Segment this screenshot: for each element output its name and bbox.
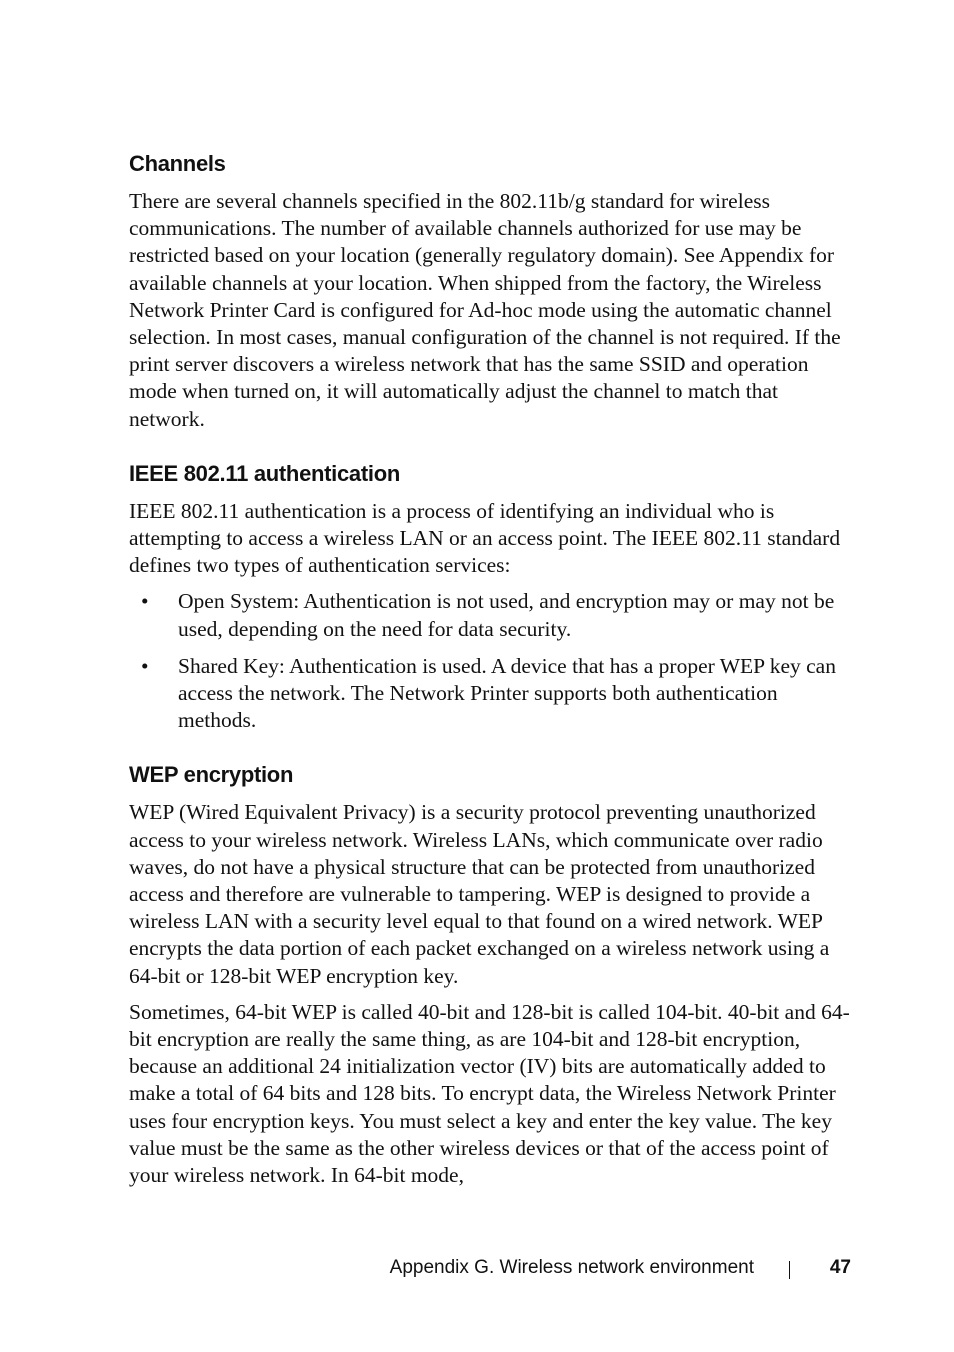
section-wep <box>129 761 853 1189</box>
footer-divider <box>789 1261 790 1279</box>
list-item <box>129 588 853 642</box>
bullet-icon: • <box>141 653 149 678</box>
body-paragraph: IEEE 802.11 authentication is a process of identifying an individual who is attempting to access a wireless LAN or an access point. The IEEE 802.11 standard defines two types of authentication services: <box>129 498 841 578</box>
list-item <box>129 653 853 735</box>
bullet-icon: • <box>141 589 149 614</box>
body-paragraph: Sometimes, 64-bit WEP is called 40-bit and 128-bit is called 104-bit. 40-bit and 64-bit encryption are really the same thing, as are 104-bit and 128-bit encryption, because an additional 24 initialization vector (IV) bits are automatically added to make a total of 64 bits and 128 bits. To encrypt data, the Wireless Network Printer uses four encryption keys. You must select a key and enter the key value. The key value must be the same as the other wireless devices or that of the access point of your wireless network. In 64-bit mode, <box>129 999 850 1188</box>
section-channels <box>129 150 853 433</box>
bullet-text: : Authentication is not used, and encryption may or may not be used, depending on the need for data security. <box>178 589 835 641</box>
bullet-text: : Authentication is used. A device that has a proper WEP key can access the network. The Network Printer supports both authentication methods. <box>178 653 836 733</box>
page-body <box>129 150 853 1216</box>
bullet-term: Shared Key <box>178 653 279 678</box>
section-heading: IEEE 802.11 authentication <box>129 460 400 486</box>
section-heading: Channels <box>129 151 226 176</box>
bullet-list <box>129 588 853 734</box>
bullet-term: Open System <box>178 589 294 614</box>
section-heading: WEP encryption <box>129 762 294 788</box>
footer-title: Appendix G. Wireless network environment <box>389 1257 754 1278</box>
section-authentication <box>129 460 853 735</box>
page-number: 47 <box>829 1257 851 1278</box>
body-paragraph: WEP (Wired Equivalent Privacy) is a security protocol preventing unauthorized access to your wireless network. Wireless LANs, which communicate over radio waves, do not have a physical structure that can be protected from unauthorized access and therefore are vulnerable to tampering. WEP is designed to provide a wireless LAN with a security level equal to that found on a wired network. WEP encrypts the data portion of each packet exchanged on a wireless network using a 64-bit or 128-bit WEP encryption key. <box>129 800 830 988</box>
body-paragraph: There are several channels specified in the 802.11b/g standard for wireless communications. The number of available channels authorized for use may be restricted based on your location (generally regulatory domain). See Appendix for available channels at your location. When shipped from the factory, the Wireless Network Printer Card is configured for Ad-hoc mode using the automatic channel selection. In most cases, manual configuration of the channel is not required. If the print server discovers a wireless network that has the same SSID and operation mode when turned on, it will automatically adjust the channel to match that network. <box>129 189 841 431</box>
